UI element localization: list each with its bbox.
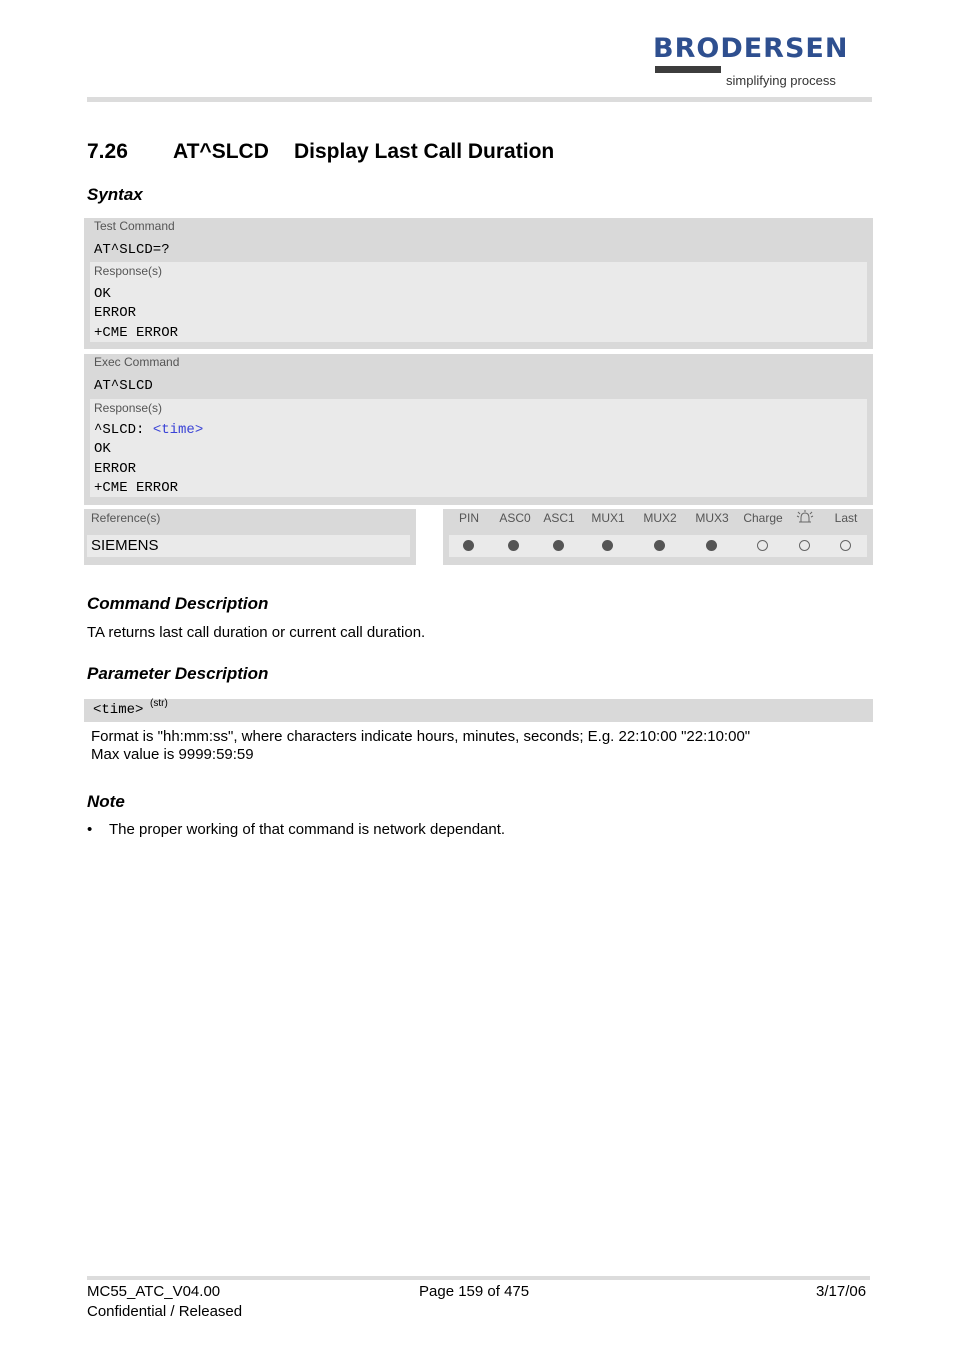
parameter-format-text: Format is "hh:mm:ss", where characters indicate hours, minutes, seconds; E.g. 22:10:00 "22:10:00" — [91, 728, 751, 745]
parameter-header-bar — [84, 699, 873, 722]
flag-alarm-dot — [799, 540, 810, 551]
command-description-heading: Command Description — [87, 594, 269, 613]
exec-response-label: Response(s) — [94, 401, 163, 415]
flag-asc1-dot — [553, 540, 564, 551]
response-prefix: ^SLCD: — [94, 422, 153, 438]
logo-tagline: simplifying process — [726, 73, 836, 88]
header-rule — [87, 97, 872, 102]
flag-last-dot — [840, 540, 851, 551]
syntax-heading: Syntax — [87, 185, 143, 204]
flags-panel — [443, 509, 873, 565]
test-response-label: Response(s) — [94, 264, 163, 278]
reference-value-box — [87, 535, 410, 557]
flag-charge-label: Charge — [743, 511, 783, 525]
exec-response-slcd — [94, 421, 203, 441]
section-title-text: Display Last Call Duration — [294, 140, 555, 163]
exec-response-error: ERROR — [94, 461, 137, 477]
flag-mux2-dot — [654, 540, 665, 551]
footer-date: 3/17/06 — [816, 1283, 867, 1300]
exec-command-label: Exec Command — [94, 355, 180, 369]
test-response-error: ERROR — [94, 305, 137, 321]
exec-response-box — [90, 399, 867, 497]
time-parameter-link[interactable]: <time> — [152, 422, 204, 438]
flag-mux3-dot — [706, 540, 717, 551]
flag-asc0-dot — [508, 540, 519, 551]
flag-mux1-dot — [602, 540, 613, 551]
exec-response-cme-error: +CME ERROR — [94, 480, 179, 496]
flag-pin-dot — [463, 540, 474, 551]
flag-last-label: Last — [834, 511, 858, 525]
parameter-description-heading: Parameter Description — [87, 664, 269, 683]
section-title — [87, 138, 554, 166]
footer-rule — [87, 1276, 870, 1280]
parameter-type: (str) — [150, 698, 168, 709]
exec-command-text: AT^SLCD — [94, 378, 153, 394]
flag-asc0-label: ASC0 — [499, 511, 531, 525]
flag-values-box — [449, 535, 867, 557]
section-command: AT^SLCD — [173, 140, 269, 163]
alarm-icon — [795, 510, 815, 526]
section-number: 7.26 — [87, 140, 128, 163]
test-command-label: Test Command — [94, 219, 175, 233]
flag-mux2-label: MUX2 — [643, 511, 677, 525]
note-bullet: • — [87, 821, 93, 838]
exec-command-panel — [84, 354, 873, 505]
reference-value: SIEMENS — [91, 537, 159, 554]
reference-label: Reference(s) — [91, 511, 161, 525]
command-description-text: TA returns last call duration or current call duration. — [87, 624, 426, 641]
flag-mux3-label: MUX3 — [695, 511, 729, 525]
exec-response-ok: OK — [94, 441, 111, 457]
footer-doc-id: MC55_ATC_V04.00 — [87, 1283, 221, 1300]
flag-charge-dot — [757, 540, 768, 551]
logo-bar — [655, 66, 721, 73]
test-command-text: AT^SLCD=? — [94, 242, 170, 258]
footer-status: Confidential / Released — [87, 1303, 243, 1320]
footer-page-number: Page 159 of 475 — [419, 1283, 530, 1300]
brodersen-logo: BRODERSEN — [653, 33, 849, 64]
test-response-box — [90, 262, 867, 342]
parameter-max-text: Max value is 9999:59:59 — [91, 746, 254, 763]
flag-mux1-label: MUX1 — [591, 511, 625, 525]
parameter-name: <time> — [93, 702, 144, 718]
flag-pin-label: PIN — [458, 511, 479, 525]
note-heading: Note — [87, 792, 125, 811]
test-response-ok: OK — [94, 286, 111, 302]
reference-panel — [84, 509, 416, 565]
test-response-cme-error: +CME ERROR — [94, 325, 179, 341]
test-command-panel — [84, 218, 873, 349]
flag-asc1-label: ASC1 — [543, 511, 575, 525]
note-text: The proper working of that command is network dependant. — [109, 821, 506, 838]
